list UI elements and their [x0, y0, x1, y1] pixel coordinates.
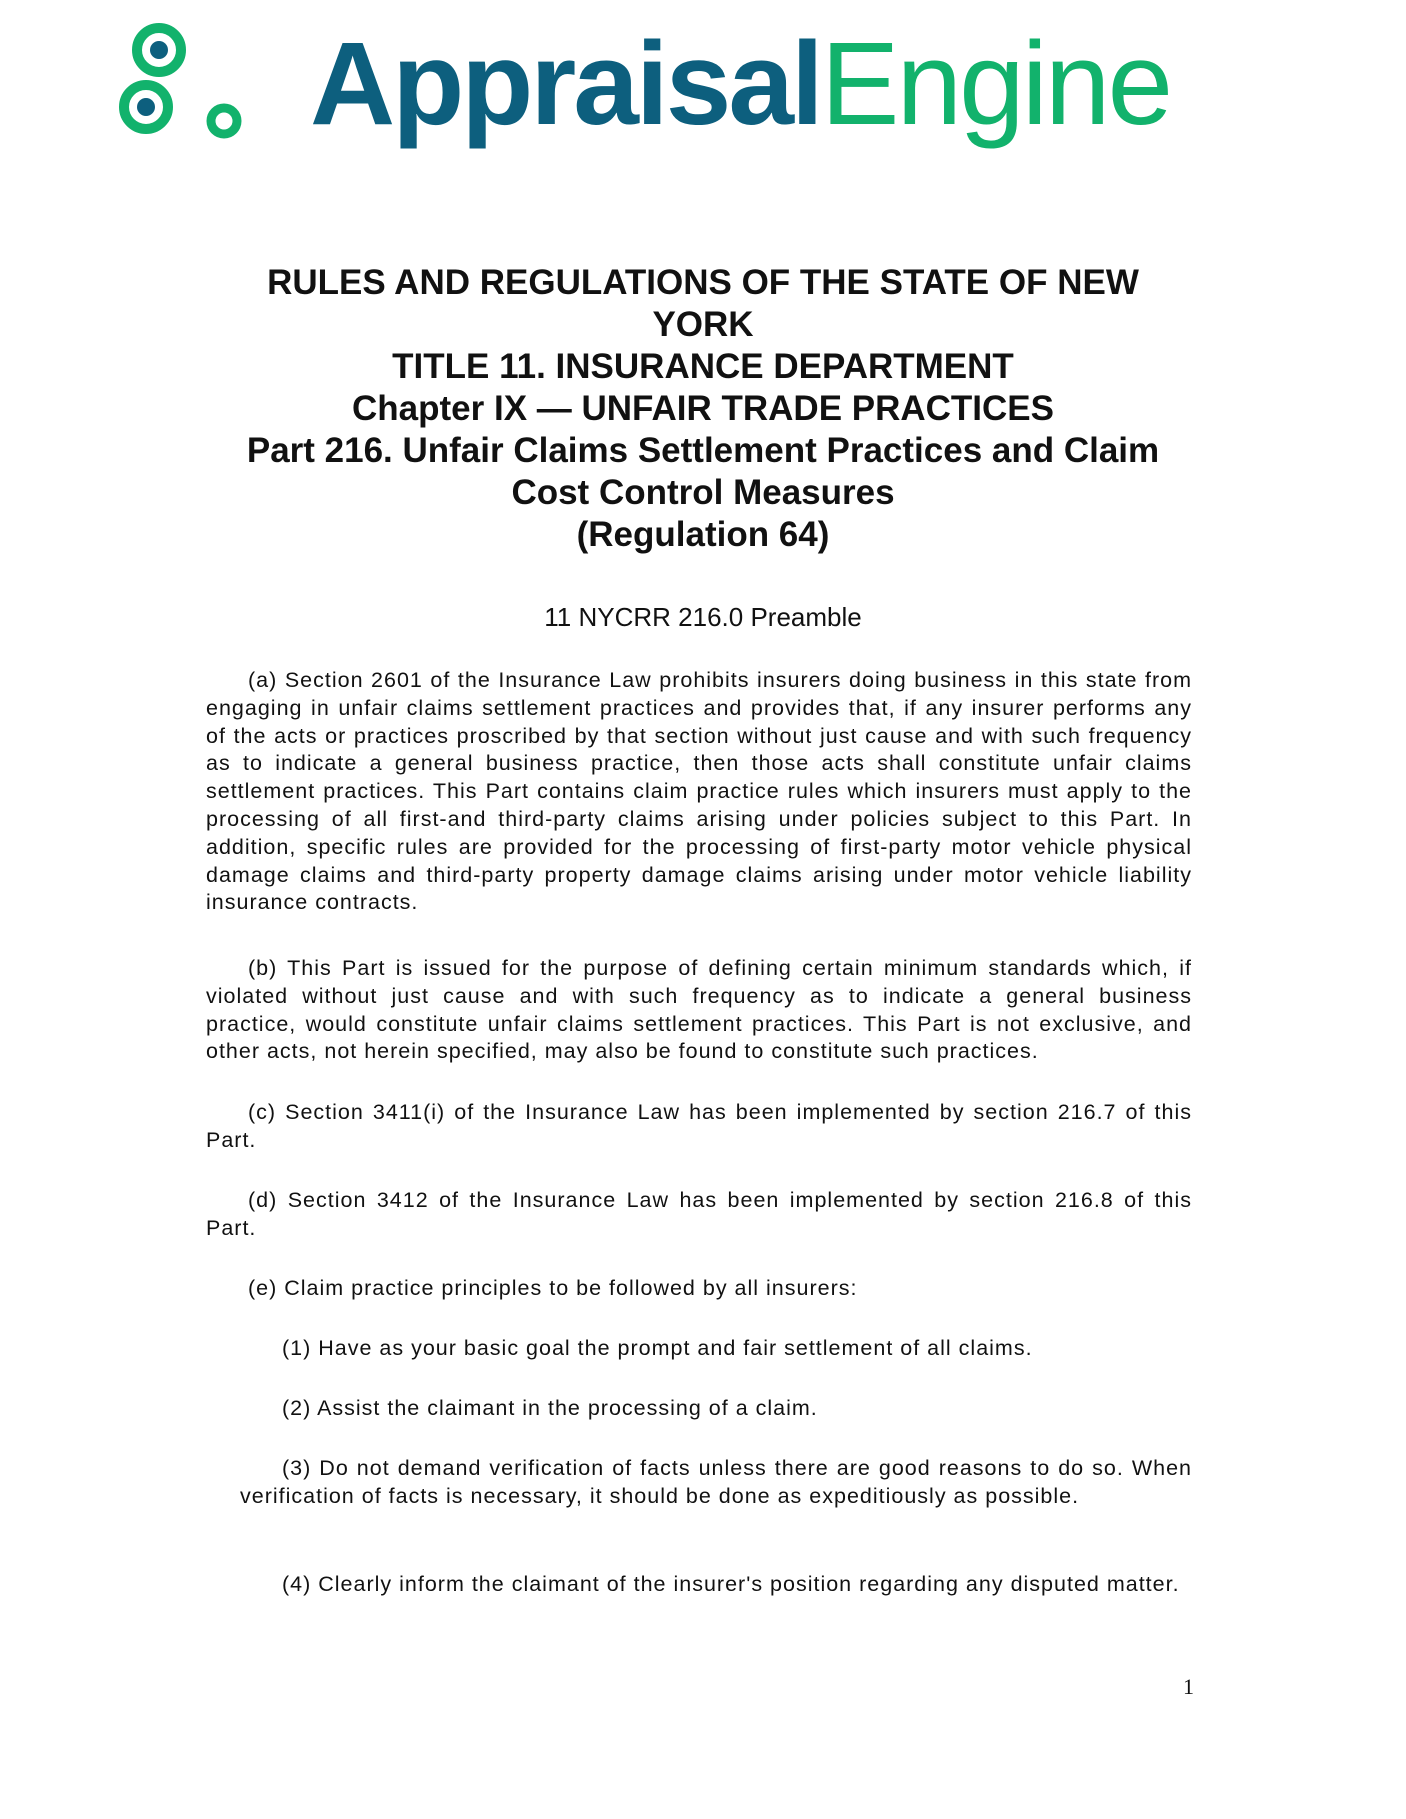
- principle-3: (3) Do not demand verification of facts unless there are good reasons to do so. When verification of facts is necessary, it should be done as expeditiously as possible.: [240, 1456, 1192, 1508]
- principle-4-block: [240, 1571, 1192, 1599]
- title-line: TITLE 11. INSURANCE DEPARTMENT: [392, 347, 1014, 386]
- principle-1-block: [240, 1335, 1192, 1363]
- page-number: 1: [1183, 1674, 1194, 1699]
- appraisal-engine-logo: [112, 20, 1292, 150]
- circles-logo-icon: [112, 20, 262, 145]
- logo-wordmark: [310, 14, 1170, 154]
- paragraph-e: (e) Claim practice principles to be followed by all insurers:: [248, 1276, 858, 1300]
- principle-1: (1) Have as your basic goal the prompt and fair settlement of all claims.: [282, 1336, 1033, 1360]
- title-line: RULES AND REGULATIONS OF THE STATE OF NEW: [267, 263, 1139, 302]
- paragraph-d-block: [206, 1187, 1192, 1243]
- logo-word-engine: Engine: [820, 18, 1171, 150]
- principle-2-block: [240, 1395, 1192, 1423]
- logo-word-appraisal: Appraisal: [310, 18, 821, 150]
- paragraph-c-block: [206, 1099, 1192, 1155]
- paragraph-b: (b) This Part is issued for the purpose of defining certain minimum standards which, if violated without just cause and with such frequency as to indicate a general business practice, would constitute unfair claims settlement practices. This Part is not exclusive, and other acts, not herein specified, may also be found to constitute such practices.: [206, 956, 1192, 1064]
- paragraph-c: (c) Section 3411(i) of the Insurance Law has been implemented by section 216.7 of this Part.: [206, 1100, 1192, 1152]
- paragraph-d: (d) Section 3412 of the Insurance Law has been implemented by section 216.8 of this Part.: [206, 1188, 1192, 1240]
- title-line: Part 216. Unfair Claims Settlement Practices and Claim: [246, 431, 1160, 470]
- title-line: Cost Control Measures: [511, 473, 895, 512]
- paragraph-b-block: [206, 955, 1192, 1066]
- document-title: [200, 262, 1206, 556]
- principle-3-block: [240, 1455, 1192, 1511]
- paragraph-a-block: [206, 667, 1192, 917]
- paragraph-e-block: [206, 1275, 1192, 1303]
- section-heading: 11 NYCRR 216.0 Preamble: [544, 602, 862, 632]
- title-line: Chapter IX — UNFAIR TRADE PRACTICES: [352, 389, 1054, 428]
- paragraph-a: (a) Section 2601 of the Insurance Law prohibits insurers doing business in this state from engaging in unfair claims settlement practices and provides that, if any insurer performs any of the acts or practices proscribed by that section without just cause and with such frequency as to indicate a general business practice, then those acts shall constitute unfair claims settlement practices. This Part contains claim practice rules which insurers must apply to the processing of all first-and third-party claims arising under policies subject to this Part. In addition, specific rules are provided for the processing of first-party motor vehicle physical damage claims and third-party property damage claims arising under motor vehicle liability insurance contracts.: [206, 668, 1192, 915]
- principle-2: (2) Assist the claimant in the processing of a claim.: [282, 1396, 818, 1420]
- principle-4: (4) Clearly inform the claimant of the insurer's position regarding any disputed matter.: [282, 1572, 1180, 1596]
- title-line: YORK: [652, 305, 754, 344]
- title-line: (Regulation 64): [576, 515, 830, 554]
